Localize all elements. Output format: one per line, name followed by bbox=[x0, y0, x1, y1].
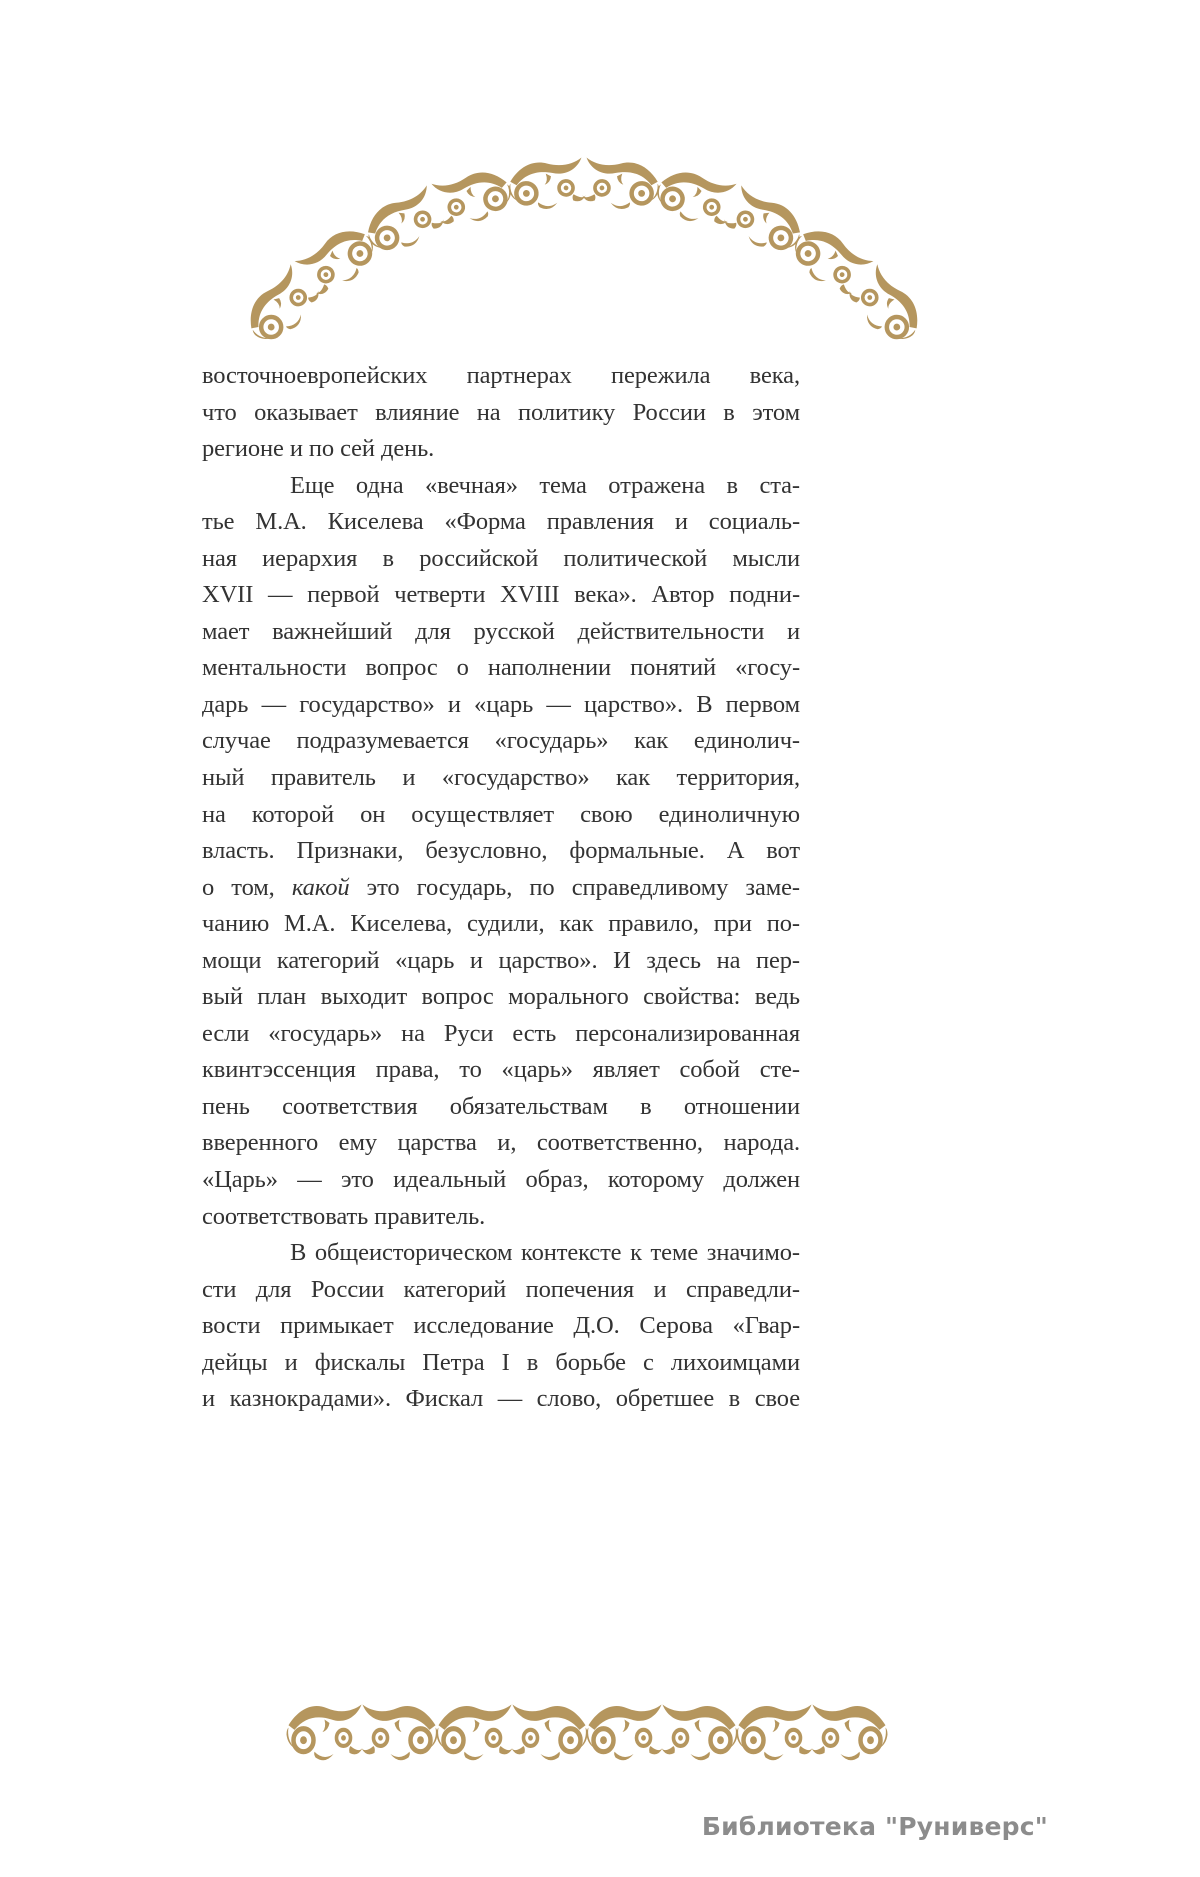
text-line: вверенного ему царства и, соответственно, народа. bbox=[202, 1129, 800, 1157]
text-line: вости примыкает исследование Д.О. Серова «Гвар- bbox=[202, 1312, 800, 1340]
text-line: дейцы и фискалы Петра I в борьбе с лихоимцами bbox=[202, 1348, 800, 1376]
text-line: восточноевропейских партнерах пережила века, bbox=[202, 362, 800, 389]
text-line: вый план выходит вопрос морального свойства: ведь bbox=[202, 983, 800, 1011]
watermark: Библиотека "Руниверс" bbox=[701, 1812, 1048, 1841]
text-line: случае подразумевается «государь» как единолич- bbox=[202, 727, 800, 755]
text-line: сти для России категорий попечения и справедли- bbox=[202, 1275, 800, 1303]
text-line: что оказывает влияние на политику России в этом bbox=[202, 398, 800, 426]
text-line: тье М.А. Киселева «Форма правления и социаль- bbox=[202, 508, 800, 536]
text-line bbox=[202, 870, 800, 907]
text-line: соответствовать правитель. bbox=[202, 1202, 486, 1230]
text-line: регионе и по сей день. bbox=[202, 435, 435, 463]
text-line: власть. Признаки, безусловно, формальные. А вот bbox=[202, 837, 800, 865]
text-line: если «государь» на Руси есть персонализированная bbox=[202, 1019, 800, 1047]
text-segment: это государь, по справедливому заме- bbox=[349, 873, 800, 901]
text-body bbox=[202, 358, 800, 1418]
paragraph bbox=[202, 1235, 800, 1418]
text-segment: о том, bbox=[202, 873, 292, 901]
text-line: квинтэссенция права, то «царь» являет собой сте- bbox=[202, 1056, 800, 1084]
text-line: Еще одна «вечная» тема отражена в ста- bbox=[290, 471, 800, 499]
text-line: и казнокрадами». Фискал — слово, обретшее в свое bbox=[202, 1385, 800, 1413]
text-line: ментальности вопрос о наполнении понятий «госу- bbox=[202, 654, 800, 682]
text-line: ный правитель и «государство» как территория, bbox=[202, 764, 800, 792]
text-line: дарь — государство» и «царь — царство». В первом bbox=[202, 690, 800, 718]
text-line: В общеисторическом контексте к теме значимо- bbox=[290, 1239, 800, 1267]
italic-word: какой bbox=[291, 873, 350, 901]
text-line: «Царь» — это идеальный образ, которому должен bbox=[202, 1166, 800, 1194]
text-line: пень соответствия обязательствам в отношении bbox=[202, 1092, 800, 1120]
text-line: чанию М.А. Киселева, судили, как правило, при по- bbox=[202, 910, 800, 938]
text-line: мает важнейший для русской действительности и bbox=[202, 617, 800, 645]
paragraph bbox=[202, 468, 800, 1235]
text-line: XVII — первой четверти XVIII века». Автор подни- bbox=[202, 581, 800, 609]
bottom-band-ornament bbox=[287, 1705, 888, 1761]
text-line: мощи категорий «царь и царство». И здесь на пер- bbox=[202, 946, 800, 974]
text-line: ная иерархия в российской политической мысли bbox=[202, 544, 800, 572]
paragraph bbox=[202, 358, 800, 468]
text-line: на которой он осуществляет свою единоличную bbox=[202, 800, 800, 828]
top-arc-ornament bbox=[237, 157, 930, 351]
